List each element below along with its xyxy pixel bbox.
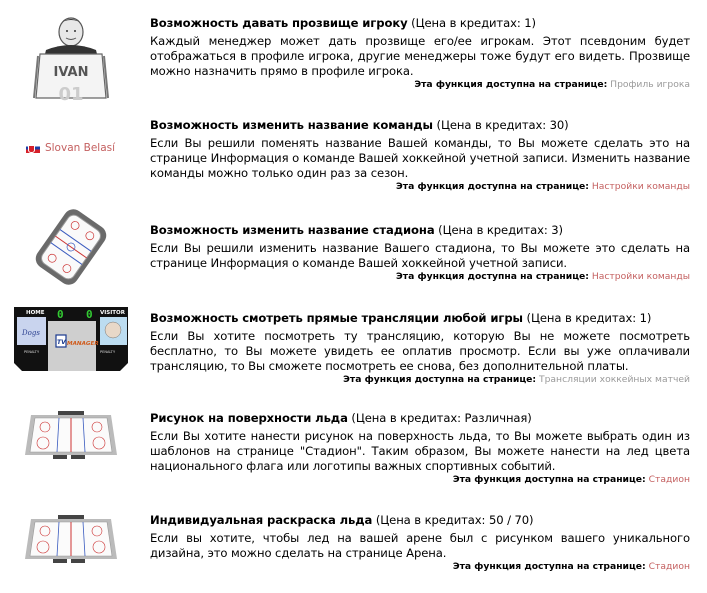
feature-description: Если вы хотите, чтобы лед на вашей арене был с рисунком вашего уникального дизайна, это можно сделать на странице Арена. [150,531,690,560]
feature-availability: Эта функция доступна на странице: Настройки команды [396,271,690,282]
team-link[interactable] [26,142,115,154]
feature-description: Если Вы решили поменять название Вашей команды, то Вы можете сделать это на странице Информация о команде Вашей хоккейной учетной записи. Изменить название команды можно только один раз за сезон. [150,136,690,180]
scoreboard-image [8,305,133,377]
page-link-stadium[interactable]: Стадион [648,561,690,572]
feature-availability: Эта функция доступна на странице: Стадион [452,474,690,485]
feature-description: Если Вы хотите нанести рисунок на поверхность льда, то Вы можете выбрать один из шаблонов на странице "Стадион". Таким образом, Вы можете нанести на лед цвета национального флага или логотипы важных спортивных событий. [150,429,690,473]
feature-price: (Цена в кредитах: 1) [411,16,536,30]
ice-rink-image [8,509,133,575]
svg-text:Dogs: Dogs [21,329,40,337]
feature-description: Если Вы решили изменить название Вашего стадиона, то Вы можете это сделать на странице Информация о команде Вашей хоккейной учетной записи. [150,241,690,270]
page-link-stadium[interactable]: Стадион [648,474,690,485]
stadium-rink-image [8,208,133,286]
slovakia-flag-icon [26,143,40,153]
feature-title: Возможность изменить название команды (Цена в кредитах: 30) [150,118,569,132]
tv-label: TV [56,339,66,346]
feature-description: Если Вы хотите посмотреть ту трансляцию, которую Вы не можете посмотреть бесплатно, то Вы можете увидеть ее оплатив просмотр. Если вы уже оплачивали трансляцию, то Вы сможете посмотреть ее снова, без дополнительной платы. [150,329,690,373]
home-label: HOME [25,310,45,316]
home-score: 0 [56,308,64,321]
feature-title: Возможность смотреть прямые трансляции любой игры (Цена в кредитах: 1) [150,311,652,325]
team-name: Slovan Belasí [44,142,116,154]
feature-price: (Цена в кредитах: 30) [436,118,569,132]
feature-title: Возможность давать прозвище игроку (Цена в кредитах: 1) [150,16,536,30]
penalty-label-visitor: PENALTY [99,350,115,354]
feature-availability: Эта функция доступна на странице: Трансляции хоккейных матчей [343,374,690,385]
feature-availability: Эта функция доступна на странице: Профиль игрока [414,79,690,90]
visitor-score: 0 [85,308,93,321]
feature-availability: Эта функция доступна на странице: Настройки команды [396,181,690,192]
team-label [8,136,133,160]
feature-price: (Цена в кредитах: 1) [526,311,652,325]
feature-description: Каждый менеджер может дать прозвище его/ее игрокам. Этот псевдоним будет отображаться в профиле игрока, другие менеджеры тоже будут его видеть. Прозвище можно назначить прямо в профиле игрока. [150,34,690,78]
feature-price: (Цена в кредитах: 50 / 70) [375,513,534,527]
player-jersey-image [8,8,133,104]
penalty-label-home: PENALTY [23,350,39,354]
feature-price: (Цена в кредитах: 3) [438,223,563,237]
feature-title: Индивидуальная раскраска льда (Цена в кредитах: 50 / 70) [150,513,534,527]
ice-rink-image [8,405,133,471]
feature-title: Рисунок на поверхности льда (Цена в кредитах: Различная) [150,411,532,425]
page-link-team-settings[interactable]: Настройки команды [591,271,690,282]
feature-price: (Цена в кредитах: Различная) [351,411,532,425]
page-link-broadcasts[interactable]: Трансляции хоккейных матчей [538,374,690,385]
page-link-player-profile[interactable]: Профиль игрока [610,79,690,90]
visitor-label: VISITOR [99,310,125,316]
jersey-name: IVAN [53,65,88,80]
brand-label: MANAGER [66,341,99,347]
page-link-team-settings[interactable]: Настройки команды [591,181,690,192]
svg-text:01: 01 [57,84,84,102]
feature-availability: Эта функция доступна на странице: Стадион [452,561,690,572]
feature-title: Возможность изменить название стадиона (Цена в кредитах: 3) [150,223,563,237]
